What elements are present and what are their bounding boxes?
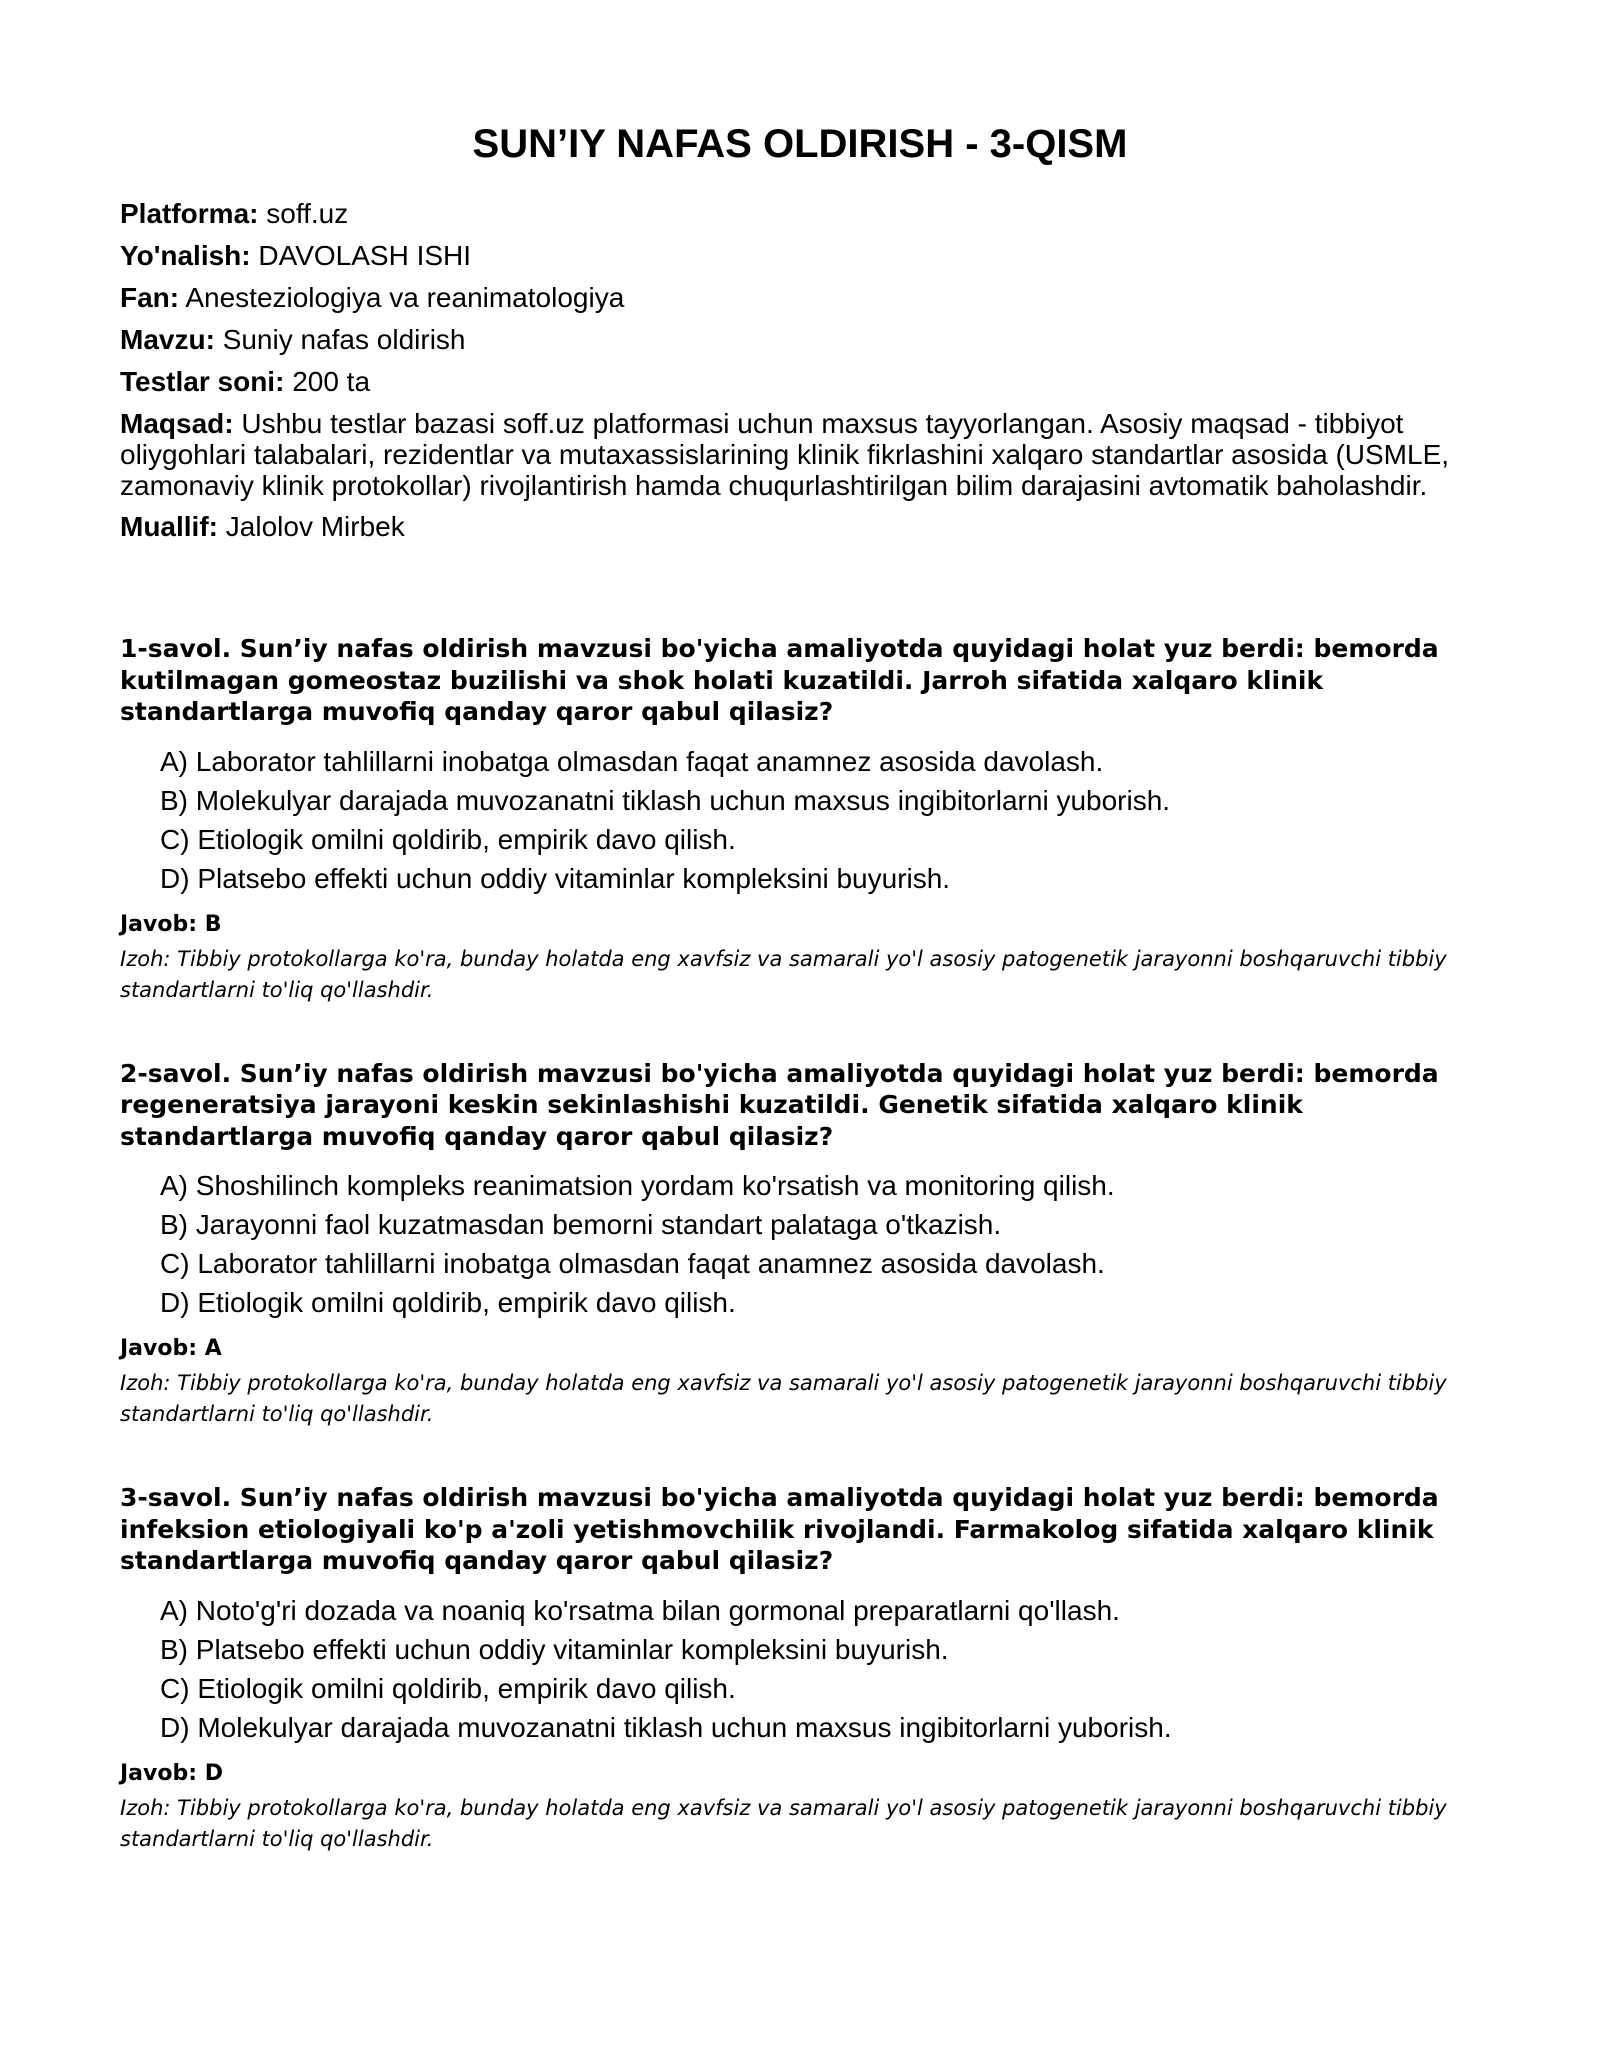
option-c: C) Etiologik omilni qoldirib, empirik davo qilish. (160, 823, 736, 855)
question-2 (120, 1058, 1480, 1431)
document-title: SUN’IY NAFAS OLDIRISH - 3-QISM (472, 122, 1128, 166)
correct-answer: Javob: B (120, 911, 222, 937)
answer-options (120, 742, 1480, 898)
option-c: C) Etiologik omilni qoldirib, empirik davo qilish. (160, 1672, 736, 1704)
option-a: A) Shoshilinch kompleks reanimatsion yordam ko'rsatish va monitoring qilish. (160, 1170, 1115, 1201)
meta-author (120, 511, 1480, 543)
meta-label: Muallif: (120, 511, 218, 542)
option-d: D) Platsebo effekti uchun oddiy vitaminlar kompleksini buyurish. (160, 862, 951, 894)
meta-platform (120, 198, 1480, 230)
meta-value: soff.uz (266, 198, 349, 229)
question-1 (120, 633, 1480, 1006)
meta-value: 200 ta (292, 366, 371, 397)
meta-subject (120, 282, 1480, 314)
meta-label: Fan: (120, 282, 180, 313)
explanation-note: Izoh: Tibbiy protokollarga ko'ra, bunday holatda eng xavfsiz va samarali yo'l asosiy patogenetik jarayonni boshqaruvchi tibbiy standartlarni to'liq qo'llashdir. (120, 946, 1447, 1002)
answer-options (120, 1591, 1480, 1747)
explanation-note: Izoh: Tibbiy protokollarga ko'ra, bunday holatda eng xavfsiz va samarali yo'l asosiy patogenetik jarayonni boshqaruvchi tibbiy standartlarni to'liq qo'llashdir. (120, 1371, 1447, 1426)
meta-label: Testlar soni: (120, 366, 285, 397)
meta-block (120, 198, 1480, 543)
question-text: 1-savol. Sun’iy nafas oldirish mavzusi bo'yicha amaliyotda quyidagi holat yuz berdi: bemorda kutilmagan gomeostaz buzilishi va shok holati kuzatildi. Jarroh sifatida xalqaro klinik standartlarga muvofiq qanday qaror qabul qilasiz? (120, 634, 1439, 726)
meta-label: Mavzu: (120, 324, 215, 355)
correct-answer: Javob: D (120, 1760, 223, 1786)
meta-value: DAVOLASH ISHI (258, 240, 472, 271)
option-d: D) Molekulyar darajada muvozanatni tiklash uchun maxsus ingibitorlarni yuborish. (160, 1711, 1172, 1743)
meta-direction (120, 240, 1480, 272)
meta-goal (120, 408, 1480, 501)
meta-value: Anesteziologiya va reanimatologiya (185, 282, 625, 313)
meta-value: Suniy nafas oldirish (222, 324, 466, 355)
meta-label: Platforma: (120, 198, 259, 229)
question-text: 2-savol. Sun’iy nafas oldirish mavzusi bo'yicha amaliyotda quyidagi holat yuz berdi: bemorda regeneratsiya jarayoni keskin sekinlashishi kuzatildi. Genetik sifatida xalqaro klinik standartlarga muvofiq qanday qaror qabul qilasiz? (120, 1058, 1439, 1151)
option-c: C) Laborator tahlillarni inobatga olmasdan faqat anamnez asosida davolash. (160, 1248, 1105, 1279)
meta-topic (120, 324, 1480, 356)
option-d: D) Etiologik omilni qoldirib, empirik davo qilish. (160, 1287, 736, 1318)
option-b: B) Jarayonni faol kuzatmasdan bemorni standart palataga o'tkazish. (160, 1209, 1002, 1240)
meta-value: Ushbu testlar bazasi soff.uz platformasi uchun maxsus tayyorlangan. Asosiy maqsad - tibbiyot oliygohlari talabalari, rezidentlar va mutaxassislarining klinik fikrlashini xalqaro standartlar asosida (USMLE, zamonaviy klinik protokollar) rivojlantirish hamda chuqurlashtirilgan bilim darajasini avtomatik baholashdir. (120, 408, 1450, 501)
option-a: A) Laborator tahlillarni inobatga olmasdan faqat anamnez asosida davolash. (160, 745, 1104, 777)
question-3 (120, 1482, 1480, 1855)
questions-list (120, 633, 1480, 1855)
meta-test-count (120, 366, 1480, 398)
option-b: B) Platsebo effekti uchun oddiy vitaminlar kompleksini buyurish. (160, 1633, 949, 1665)
correct-answer: Javob: A (120, 1336, 222, 1361)
answer-options (120, 1166, 1480, 1322)
meta-value: Jalolov Mirbek (225, 511, 405, 542)
option-a: A) Noto'g'ri dozada va noaniq ko'rsatma bilan gormonal preparatlarni qo'llash. (160, 1594, 1120, 1626)
meta-label: Maqsad: (120, 408, 234, 439)
option-b: B) Molekulyar darajada muvozanatni tiklash uchun maxsus ingibitorlarni yuborish. (160, 784, 1171, 816)
question-text: 3-savol. Sun’iy nafas oldirish mavzusi bo'yicha amaliyotda quyidagi holat yuz berdi: bemorda infeksion etiologiyali ko'p a'zoli yetishmovchilik rivojlandi. Farmakolog sifatida xalqaro klinik standartlarga muvofiq qanday qaror qabul qilasiz? (120, 1483, 1439, 1575)
explanation-note: Izoh: Tibbiy protokollarga ko'ra, bunday holatda eng xavfsiz va samarali yo'l asosiy patogenetik jarayonni boshqaruvchi tibbiy standartlarni to'liq qo'llashdir. (120, 1795, 1447, 1851)
meta-label: Yo'nalish: (120, 240, 251, 271)
